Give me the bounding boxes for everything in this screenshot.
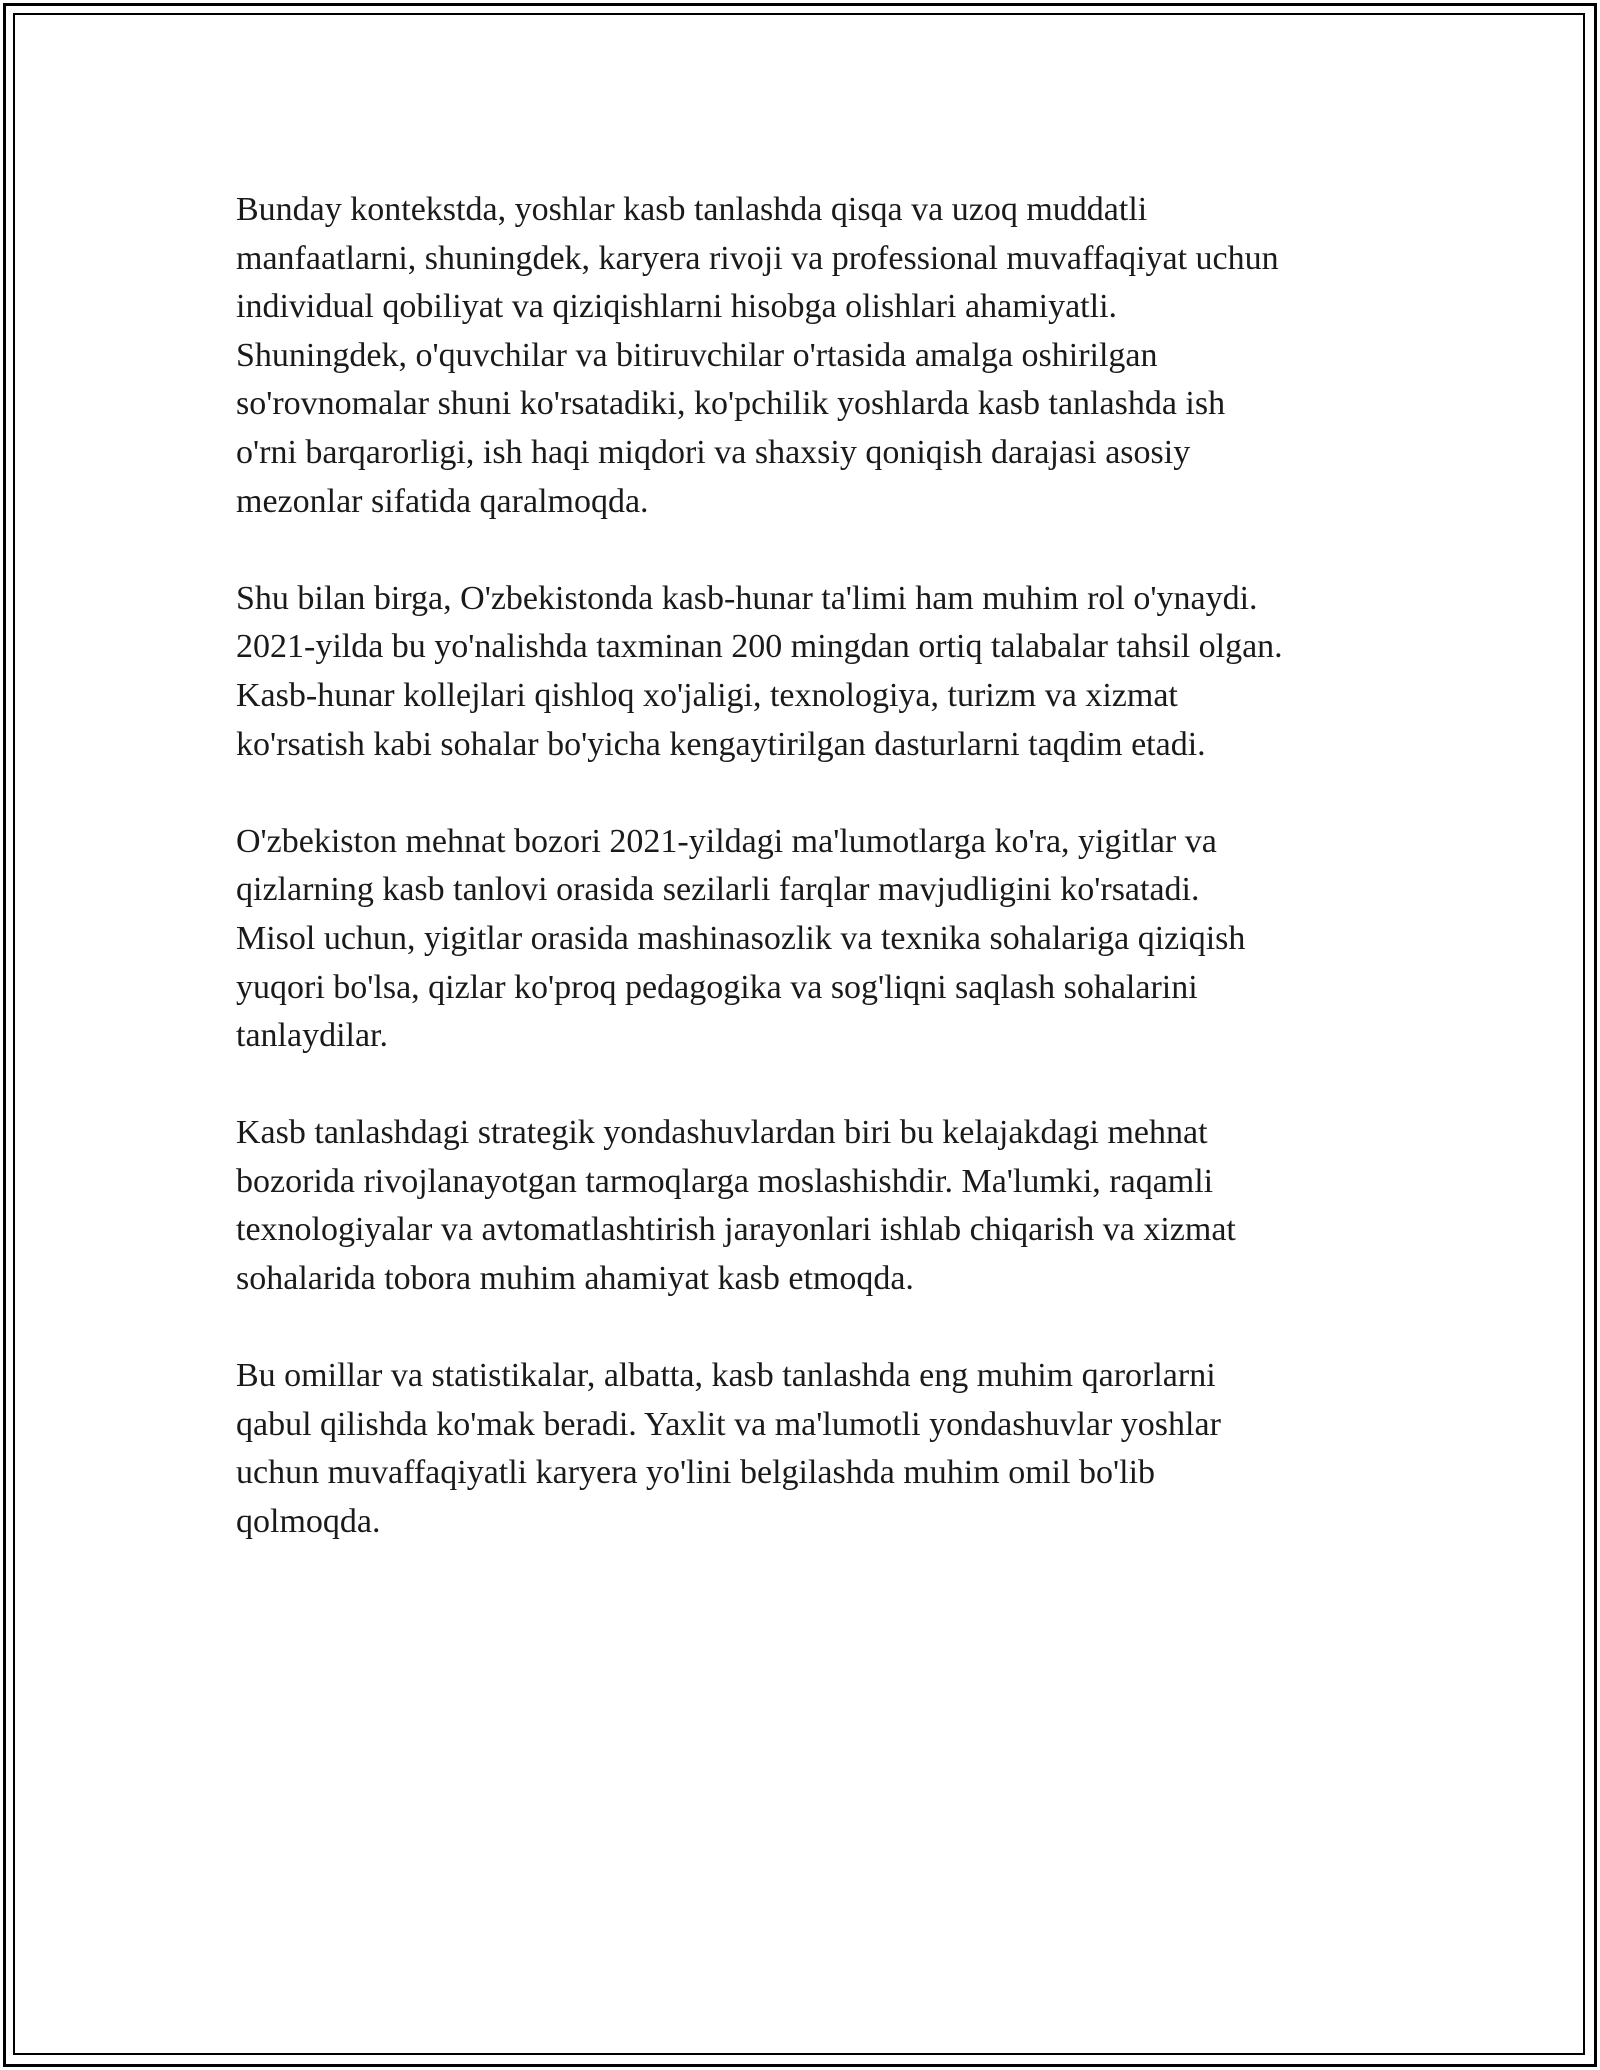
paragraph-4: Kasb tanlashdagi strategik yondashuvlardan biri bu kelajakdagi mehnat bozorida rivojlanayotgan tarmoqlarga moslashishdir. Ma'lumki, raqamli texnologiyalar va avtomatlashtirish jarayonlari ishlab chiqarish va xizmat sohalarida tobora muhim ahamiyat kasb etmoqda. [236,1114,1236,1298]
paragraph-2: Shu bilan birga, O'zbekistonda kasb-hunar ta'limi ham muhim rol o'ynaydi. 2021-yilda bu yo'nalishda taxminan 200 mingdan ortiq talabalar tahsil olgan. Kasb-hunar kollejlari qishloq xo'jaligi, texnologiya, turizm va xizmat ko'rsatish kabi sohalar bo'yicha kengaytirilgan dasturlarni taqdim etadi. [236,579,1283,763]
paragraph-3: O'zbekiston mehnat bozori 2021-yildagi ma'lumotlarga ko'ra, yigitlar va qizlarning kasb tanlovi orasida sezilarli farqlar mavjudligini ko'rsatadi. Misol uchun, yigitlar orasida mashinasozlik va texnika sohalariga qiziqish yuqori bo'lsa, qizlar ko'proq pedagogika va sog'liqni saqlash sohalarini tanlaydilar. [236,822,1246,1055]
paragraph-1: Bunday kontekstda, yoshlar kasb tanlashda qisqa va uzoq muddatli manfaatlarni, shuningdek, karyera rivoji va professional muvaffaqiyat uchun individual qobiliyat va qiziqishlarni hisobga olishlari ahamiyatli. Shuningdek, o'quvchilar va bitiruvchilar o'rtasida amalga oshirilgan so'rovnomalar shuni ko'rsatadiki, ko'pchilik yoshlarda kasb tanlashda ish o'rni barqarorligi, ish haqi miqdori va shaxsiy qoniqish darajasi asosiy mezonlar sifatida qaralmoqda. [236,191,1279,520]
document-body [236,186,1386,1547]
paragraph-5: Bu omillar va statistikalar, albatta, kasb tanlashda eng muhim qarorlarni qabul qilishda ko'mak beradi. Yaxlit va ma'lumotli yondashuvlar yoshlar uchun muvaffaqiyatli karyera yo'lini belgilashda muhim omil bo'lib qolmoqda. [236,1357,1221,1541]
